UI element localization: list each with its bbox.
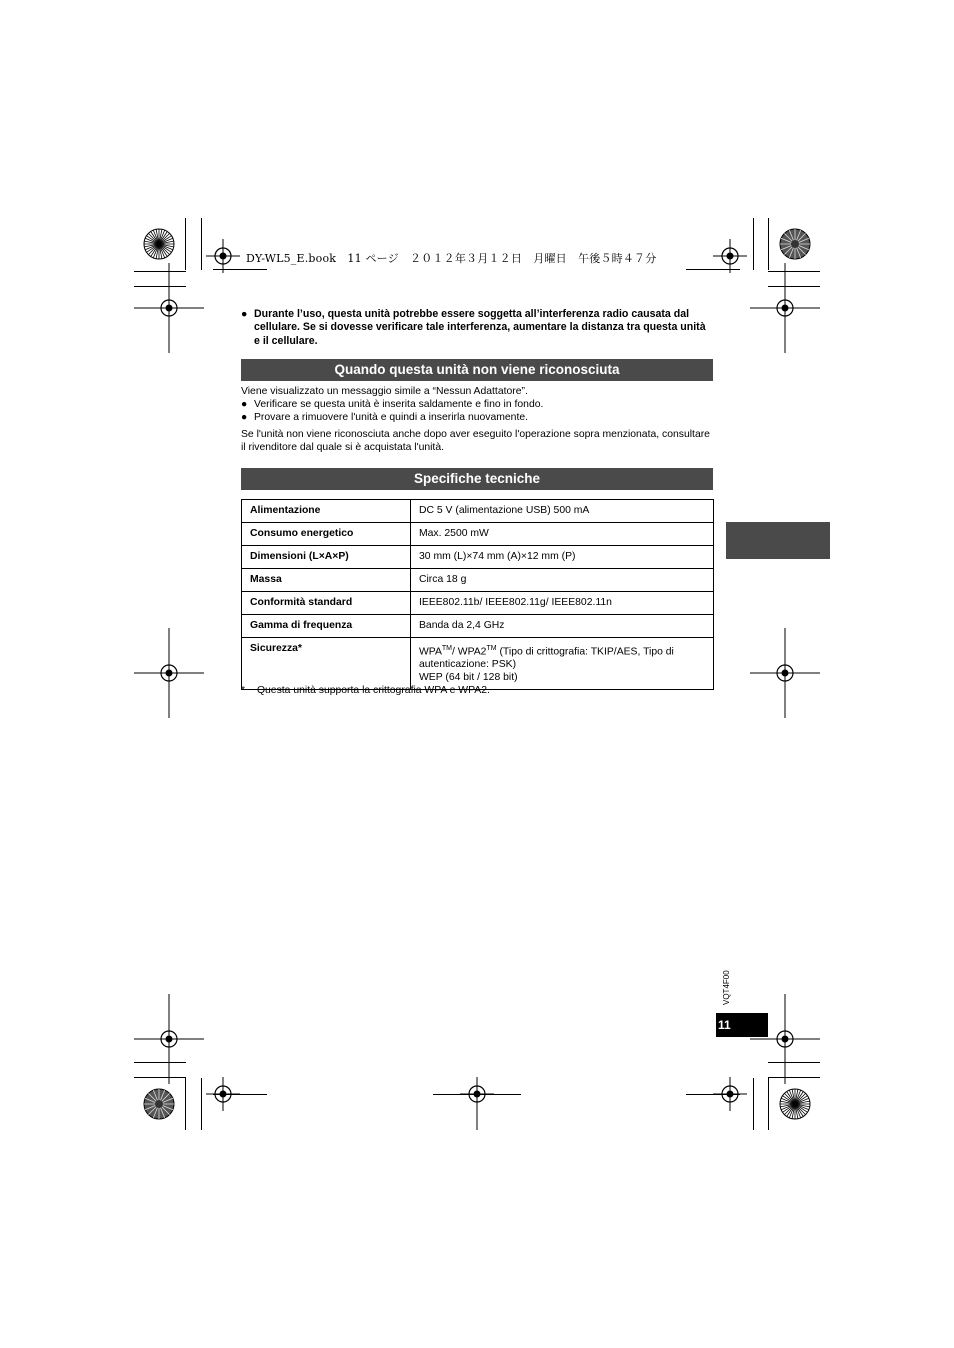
section-not-recognized-body xyxy=(241,385,713,454)
section-title-specs: Specifiche tecniche xyxy=(241,468,713,490)
spec-key: Sicurezza* xyxy=(242,638,411,690)
footnote xyxy=(241,685,490,696)
table-row xyxy=(242,523,714,546)
bullet-icon: ● xyxy=(241,412,248,424)
specs-table xyxy=(241,499,714,690)
spec-value: WPA™/ WPA2™ (Tipo di crittografia: TKIP/AES, Tipo di autenticazione: PSK) WEP (64 bit / 128 bit) xyxy=(411,638,714,690)
spec-key: Conformità standard xyxy=(242,592,411,615)
warning-note xyxy=(241,308,713,348)
table-row xyxy=(242,615,714,638)
spec-key: Massa xyxy=(242,569,411,592)
table-row xyxy=(242,569,714,592)
list-item: ● Provare a rimuovere l'unità e quindi a inserirla nuovamente. xyxy=(241,412,529,424)
spec-value: 30 mm (L)×74 mm (A)×12 mm (P) xyxy=(411,546,714,569)
table-row xyxy=(242,500,714,523)
spec-value: DC 5 V (alimentazione USB) 500 mA xyxy=(411,500,714,523)
spec-value: IEEE802.11b/ IEEE802.11g/ IEEE802.11n xyxy=(411,592,714,615)
list-item: ● Verificare se questa unità è inserita saldamente e fino in fondo. xyxy=(241,399,544,411)
spec-key: Gamma di frequenza xyxy=(242,615,411,638)
warning-text: Durante l’uso, questa unità potrebbe essere soggetta all’interferenza radio causata dal cellulare. Se si dovesse verificare tale interferenza, aumentare la distanza tra questa unità e il cellulare. xyxy=(254,308,706,347)
intro-text: Viene visualizzato un messaggio simile a “Nessun Adattatore”. xyxy=(241,386,528,397)
section-title-not-recognized: Quando questa unità non viene riconosciuta xyxy=(241,359,713,381)
spec-key: Consumo energetico xyxy=(242,523,411,546)
table-row xyxy=(242,592,714,615)
table-row xyxy=(242,546,714,569)
page-number: 11 xyxy=(716,1013,768,1037)
language-tab xyxy=(726,522,830,559)
table-row xyxy=(242,638,714,690)
spec-value: Max. 2500 mW xyxy=(411,523,714,546)
footnote-text: Questa unità supporta la crittografia WPA e WPA2. xyxy=(256,685,490,696)
spec-value: Circa 18 g xyxy=(411,569,714,592)
spec-key: Alimentazione xyxy=(242,500,411,523)
footnote-marker: * xyxy=(241,685,246,696)
print-header: DY-WL5_E.book 11 ページ ２０１２年３月１２日 月曜日 午後５時４７分 xyxy=(246,252,657,265)
spec-key: Dimensioni (L×A×P) xyxy=(242,546,411,569)
bullet-icon: ● xyxy=(241,399,248,411)
document-code: VQT4F00 xyxy=(722,970,731,1005)
spec-value: Banda da 2,4 GHz xyxy=(411,615,714,638)
note-text: Se l'unità non viene riconosciuta anche dopo aver eseguito l'operazione sopra menzionata, consultare il rivenditore dal quale si è acquistata l'unità. xyxy=(241,428,710,453)
bullet-icon: ● xyxy=(241,308,248,320)
